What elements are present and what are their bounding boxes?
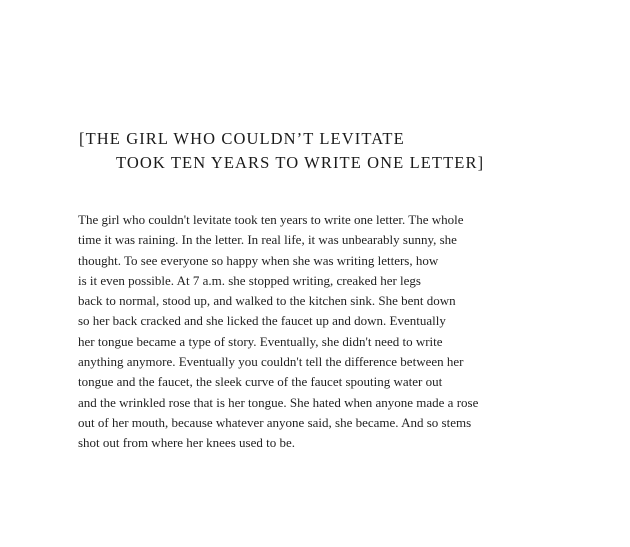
- poem-line: her tongue became a type of story. Eventually, she didn't need to write: [78, 333, 443, 349]
- poem-line: and the wrinkled rose that is her tongue. She hated when anyone made a rose: [78, 394, 479, 410]
- poem-line: so her back cracked and she licked the faucet up and down. Eventually: [78, 313, 446, 329]
- poem-line: The girl who couldn't levitate took ten years to write one letter. The whole: [78, 212, 464, 227]
- poem-title-line-1: [THE GIRL WHO COULDN’T LEVITATE: [79, 129, 405, 148]
- poem-title-line-2: TOOK TEN YEARS TO WRITE ONE LETTER]: [116, 153, 485, 172]
- poem-line: out of her mouth, because whatever anyone said, she became. And so stems: [78, 414, 472, 430]
- poem-line: tongue and the faucet, the sleek curve of the faucet spouting water out: [78, 374, 443, 390]
- poem-line: shot out from where her knees used to be.: [78, 435, 295, 451]
- poem-body: [78, 210, 608, 454]
- poem-line: is it even possible. At 7 a.m. she stopped writing, creaked her legs: [78, 272, 421, 288]
- poem-line: anything anymore. Eventually you couldn't tell the difference between her: [78, 354, 464, 370]
- poem-line: back to normal, stood up, and walked to the kitchen sink. She bent down: [78, 293, 456, 309]
- poem-title: [79, 127, 484, 175]
- poem-line: time it was raining. In the letter. In real life, it was unbearably sunny, she: [78, 232, 457, 248]
- poem-line: thought. To see everyone so happy when she was writing letters, how: [78, 252, 439, 268]
